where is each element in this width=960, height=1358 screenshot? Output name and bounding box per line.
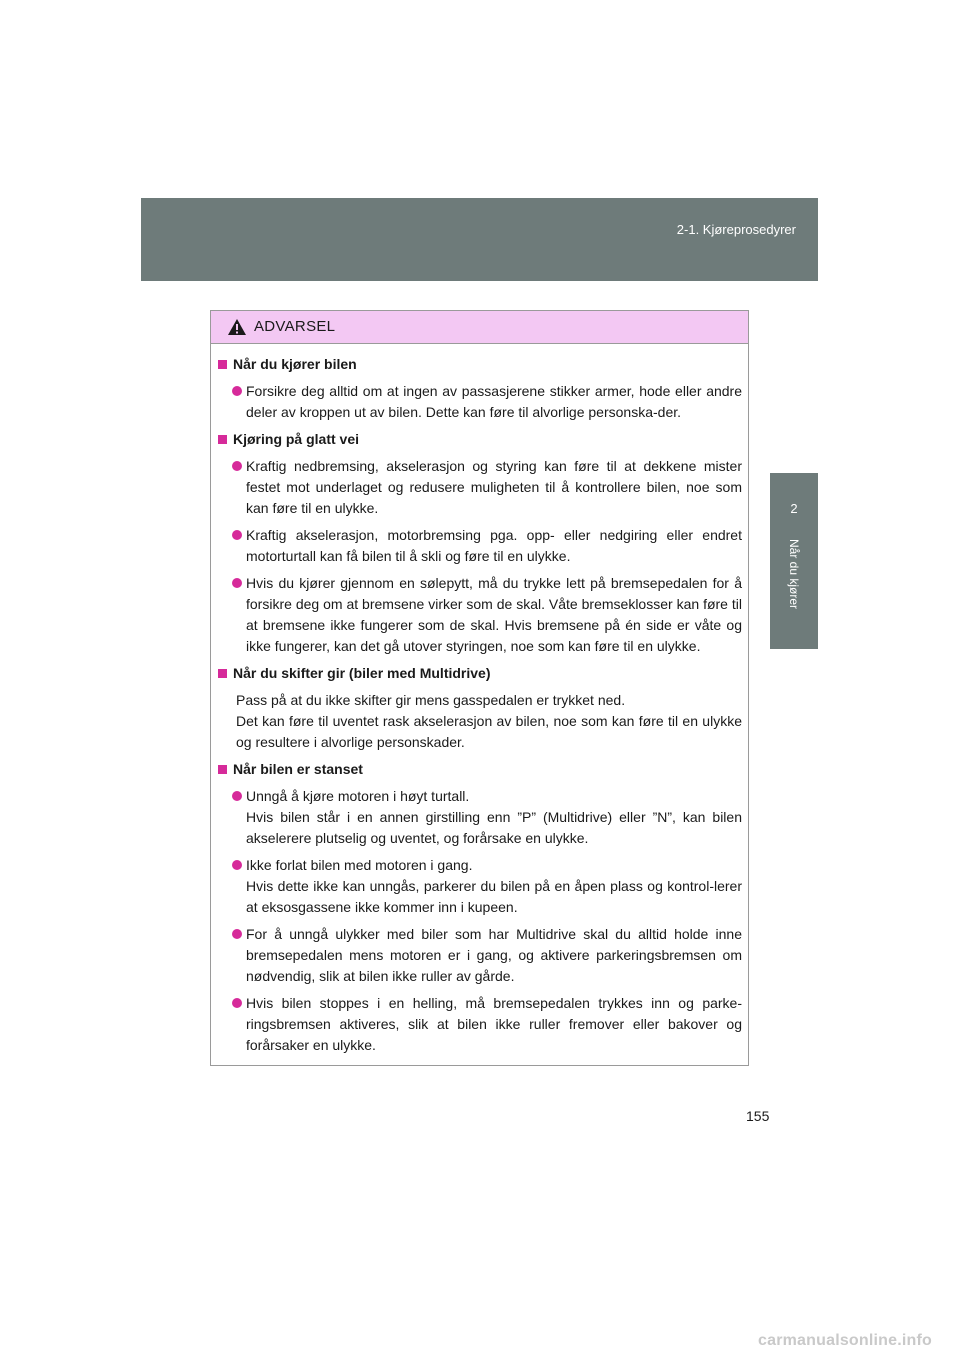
list-item: Kraftig nedbremsing, akselerasjon og styring kan føre til at dekkene mister festet mot underlaget og redusere muligheten til å kontrollere bilen, noe som kan føre til en ulykke. xyxy=(232,456,742,519)
list-item: Kraftig akselerasjon, motorbremsing pga. opp- eller nedgiring eller endret motorturtall kan få bilen til å skli og føre til en ulykke. xyxy=(232,525,742,567)
chapter-number-tab: 2 xyxy=(770,473,818,529)
round-bullet-icon xyxy=(232,578,242,588)
square-bullet-icon xyxy=(218,435,227,444)
chapter-label: Når du kjører xyxy=(787,539,801,610)
list-item: Unngå å kjøre motoren i høyt turtall. Hvis bilen står i en annen girstilling enn ”P” (Multidrive) eller ”N”, kan bilen akselerere plutselig og uventet, og forårsake en ulykke. xyxy=(232,786,742,849)
list-item: Ikke forlat bilen med motoren i gang. Hvis dette ikke kan unngås, parkerer du bilen på en åpen plass og kontrol-lerer at eksosgassene ikke kommer inn i kupeen. xyxy=(232,855,742,918)
section-heading: Når du skifter gir (biler med Multidrive) xyxy=(218,663,742,684)
round-bullet-icon xyxy=(232,386,242,396)
chapter-label-tab xyxy=(770,529,818,649)
square-bullet-icon xyxy=(218,765,227,774)
warning-box xyxy=(210,310,749,1066)
list-item: Hvis bilen stoppes i en helling, må bremsepedalen trykkes inn og parke-ringsbremsen aktiveres, slik at bilen ikke ruller fremover eller bakover og forårsaker en ulykke. xyxy=(232,993,742,1056)
square-bullet-icon xyxy=(218,360,227,369)
round-bullet-icon xyxy=(232,461,242,471)
list-item: Hvis du kjører gjennom en sølepytt, må du trykke lett på bremsepedalen for å forsikre deg om at bremsene virker som de skal. Våte bremseklosser kan føre til at bremsene ikke fungerer som de skal. Hvis bremsene på én side er våte og ikke fungerer, kan det gå utover styringen, noe som kan føre til en ulykke. xyxy=(232,573,742,657)
paragraph: Pass på at du ikke skifter gir mens gasspedalen er trykket ned. Det kan føre til uventet rask akselerasjon av bilen, noe som kan føre til en ulykke og resultere i alvorlige personskader. xyxy=(236,692,742,750)
section-heading: Når du kjører bilen xyxy=(218,354,742,375)
warning-triangle-icon xyxy=(227,318,247,336)
square-bullet-icon xyxy=(218,669,227,678)
round-bullet-icon xyxy=(232,929,242,939)
page-number: 155 xyxy=(746,1108,770,1124)
round-bullet-icon xyxy=(232,530,242,540)
section-heading: Når bilen er stanset xyxy=(218,759,742,780)
header-band xyxy=(141,198,818,281)
round-bullet-icon xyxy=(232,998,242,1008)
round-bullet-icon xyxy=(232,860,242,870)
warning-title: ADVARSEL xyxy=(254,318,336,335)
warning-body xyxy=(211,344,748,1056)
section-breadcrumb: 2-1. Kjøreprosedyrer xyxy=(676,222,796,237)
list-item: For å unngå ulykker med biler som har Multidrive skal du alltid holde inne bremsepedalen mens motoren er i gang, og aktivere parkeringsbremsen om nødvendig, slik at bilen ikke ruller av gårde. xyxy=(232,924,742,987)
round-bullet-icon xyxy=(232,791,242,801)
section-heading: Kjøring på glatt vei xyxy=(218,429,742,450)
warning-header xyxy=(211,311,748,344)
list-item: Forsikre deg alltid om at ingen av passasjerene stikker armer, hode eller andre deler av kroppen ut av bilen. Dette kan føre til alvorlige personska-der. xyxy=(232,381,742,423)
watermark: carmanualsonline.info xyxy=(758,1332,933,1349)
